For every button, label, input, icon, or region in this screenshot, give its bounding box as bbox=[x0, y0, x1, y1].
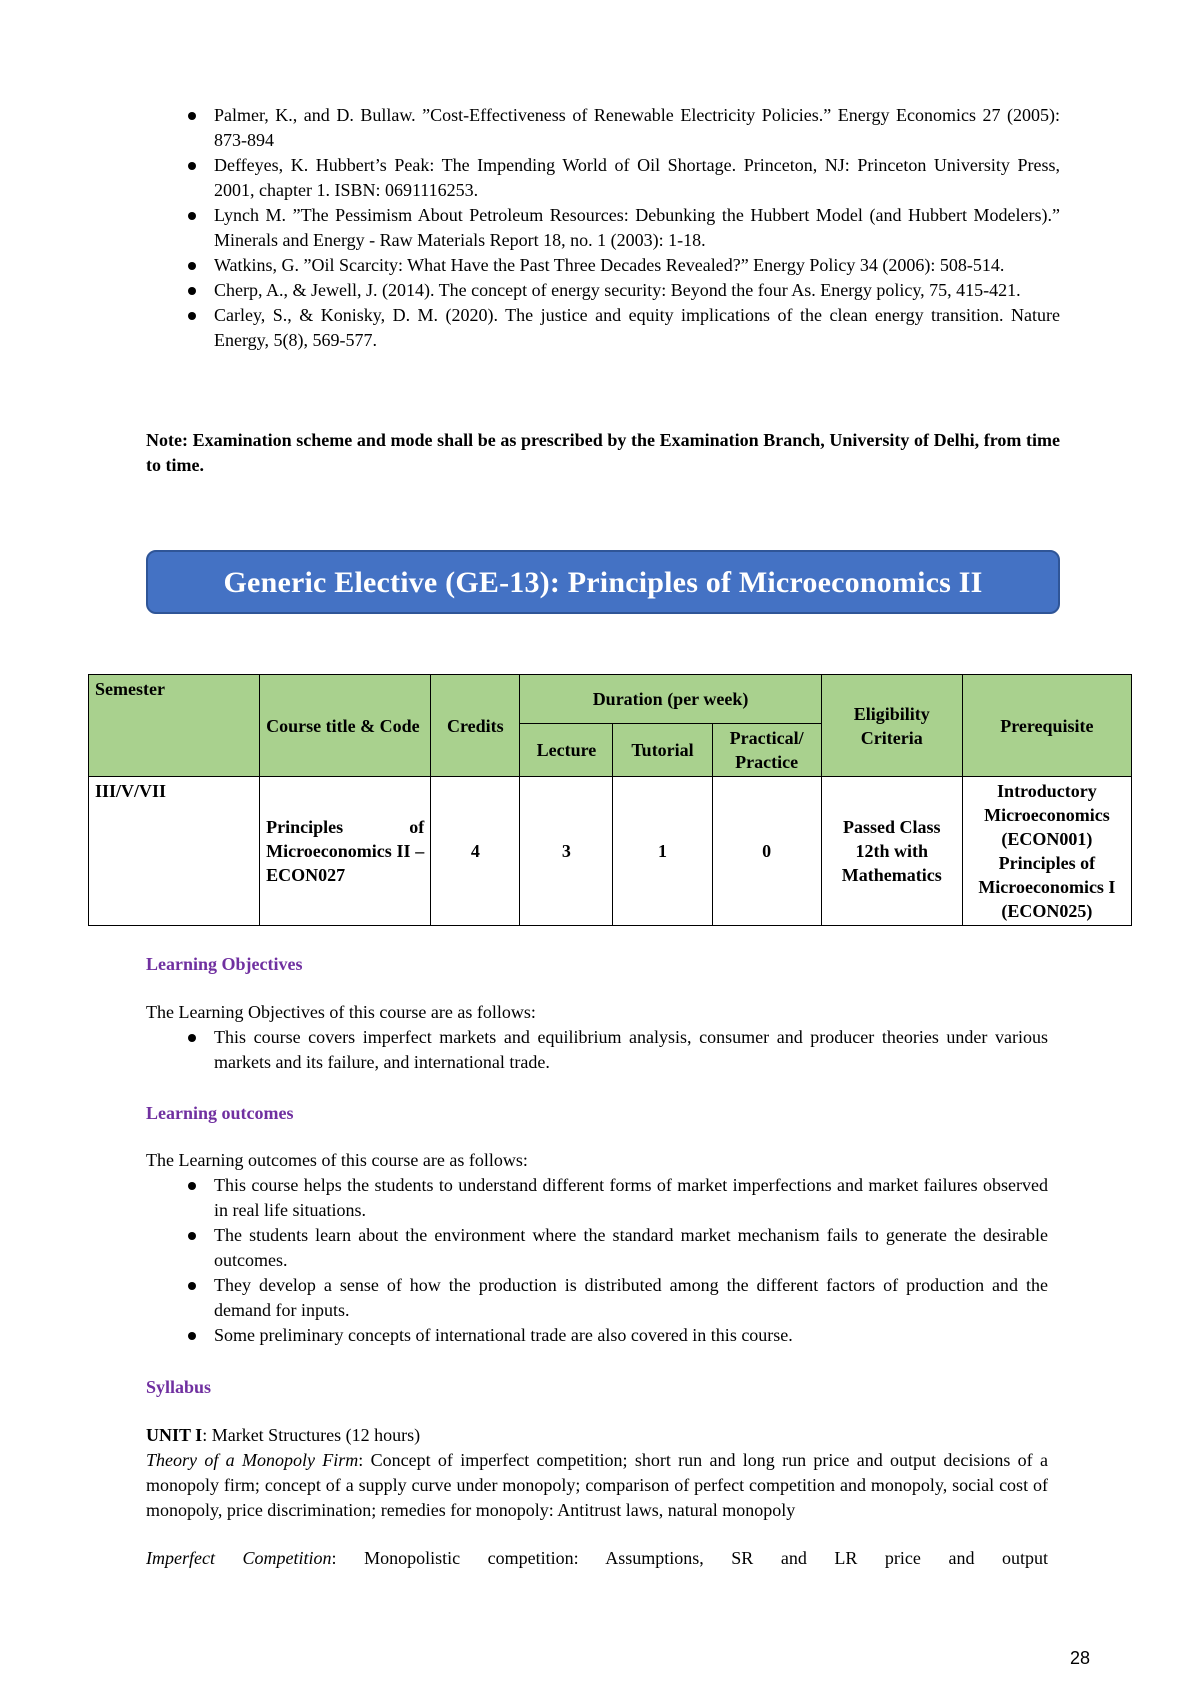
course-banner-title: Generic Elective (GE-13): Principles of Microeconomics II bbox=[146, 550, 1060, 614]
cell-prerequisite: Introductory Microeconomics (ECON001) Principles of Microeconomics I (ECON025) bbox=[962, 777, 1131, 926]
cell-semester: III/V/VII bbox=[89, 777, 260, 926]
learning-outcomes-heading: Learning outcomes bbox=[146, 1103, 294, 1123]
bullet-icon bbox=[188, 1034, 196, 1042]
cell-tutorial: 1 bbox=[613, 777, 712, 926]
learning-objectives-list bbox=[188, 1025, 1048, 1075]
cell-practical: 0 bbox=[712, 777, 821, 926]
unit-title bbox=[146, 1423, 1048, 1448]
cell-credits: 4 bbox=[431, 777, 520, 926]
header-tutorial: Tutorial bbox=[613, 724, 712, 777]
bullet-icon bbox=[188, 1182, 196, 1190]
syllabus-topic-imperfect bbox=[146, 1546, 1048, 1571]
syllabus-topic-monopoly bbox=[146, 1448, 1048, 1523]
learning-objectives-intro: The Learning Objectives of this course are as follows: bbox=[146, 1002, 536, 1022]
references-list bbox=[188, 103, 1060, 353]
cell-eligibility: Passed Class 12th with Mathematics bbox=[821, 777, 962, 926]
header-course-title: Course title & Code bbox=[260, 675, 431, 777]
bullet-icon bbox=[188, 312, 196, 320]
unit-label: UNIT I bbox=[146, 1425, 203, 1445]
table-row bbox=[89, 777, 1132, 926]
list-item: Some preliminary concepts of international trade are also covered in this course. bbox=[188, 1323, 1048, 1348]
cell-lecture: 3 bbox=[520, 777, 613, 926]
list-item: This course covers imperfect markets and equilibrium analysis, consumer and producer theories under various markets and its failure, and international trade. bbox=[188, 1025, 1048, 1075]
reference-item: Watkins, G. ”Oil Scarcity: What Have the Past Three Decades Revealed?” Energy Policy 34 (2006): 508-514. bbox=[188, 253, 1060, 278]
topic-label: Theory of a Monopoly Firm bbox=[146, 1450, 359, 1470]
syllabus-heading: Syllabus bbox=[146, 1377, 212, 1397]
reference-item: Carley, S., & Konisky, D. M. (2020). The justice and equity implications of the clean energy transition. Nature Energy, 5(8), 569-577. bbox=[188, 303, 1060, 353]
bullet-icon bbox=[188, 1282, 196, 1290]
reference-item: Cherp, A., & Jewell, J. (2014). The concept of energy security: Beyond the four As. Energy policy, 75, 415-421. bbox=[188, 278, 1060, 303]
bullet-icon bbox=[188, 112, 196, 120]
reference-item: Palmer, K., and D. Bullaw. ”Cost-Effectiveness of Renewable Electricity Policies.” Energy Economics 27 (2005): 873-894 bbox=[188, 103, 1060, 153]
topic-text: : Monopolistic competition: Assumptions, SR and LR price and output bbox=[331, 1548, 1049, 1568]
learning-objectives-heading: Learning Objectives bbox=[146, 954, 303, 974]
page-number: 28 bbox=[1069, 1648, 1090, 1668]
header-duration: Duration (per week) bbox=[520, 675, 821, 724]
bullet-icon bbox=[188, 162, 196, 170]
header-lecture: Lecture bbox=[520, 724, 613, 777]
header-credits: Credits bbox=[431, 675, 520, 777]
unit-heading: : Market Structures (12 hours) bbox=[202, 1425, 421, 1445]
list-item: The students learn about the environment where the standard market mechanism fails to generate the desirable outcomes. bbox=[188, 1223, 1048, 1273]
bullet-icon bbox=[188, 212, 196, 220]
header-prerequisite: Prerequisite bbox=[962, 675, 1131, 777]
header-eligibility: Eligibility Criteria bbox=[821, 675, 962, 777]
topic-label: Imperfect Competition bbox=[146, 1548, 332, 1568]
learning-outcomes-intro: The Learning outcomes of this course are as follows: bbox=[146, 1150, 528, 1170]
topic-text: : Concept of imperfect competition; short run and long run price and output decisions of a monopoly firm; concept of a supply curve under monopoly; comparison of perfect competition and monopoly, social cost of monopoly, price discrimination; remedies for monopoly: Antitrust laws, natural monopoly bbox=[146, 1450, 1048, 1520]
header-practical: Practical/ Practice bbox=[712, 724, 821, 777]
reference-item: Deffeyes, K. Hubbert’s Peak: The Impending World of Oil Shortage. Princeton, NJ: Princeton University Press, 2001, chapter 1. ISBN: 0691116253. bbox=[188, 153, 1060, 203]
bullet-icon bbox=[188, 1332, 196, 1340]
list-item: They develop a sense of how the production is distributed among the different factors of production and the demand for inputs. bbox=[188, 1273, 1048, 1323]
table-header-row bbox=[89, 675, 1132, 724]
course-details-table bbox=[88, 674, 1132, 926]
reference-item: Lynch M. ”The Pessimism About Petroleum Resources: Debunking the Hubbert Model (and Hubbert Modelers).” Minerals and Energy - Raw Materials Report 18, no. 1 (2003): 1-18. bbox=[188, 203, 1060, 253]
learning-outcomes-list bbox=[188, 1173, 1048, 1348]
exam-note: Note: Examination scheme and mode shall be as prescribed by the Examination Branch, University of Delhi, from time to time. bbox=[146, 430, 1060, 475]
bullet-icon bbox=[188, 262, 196, 270]
cell-course-title: Principles of Microeconomics II – ECON027 bbox=[260, 777, 431, 926]
list-item: This course helps the students to understand different forms of market imperfections and market failures observed in real life situations. bbox=[188, 1173, 1048, 1223]
bullet-icon bbox=[188, 287, 196, 295]
header-semester: Semester bbox=[89, 675, 260, 777]
bullet-icon bbox=[188, 1232, 196, 1240]
